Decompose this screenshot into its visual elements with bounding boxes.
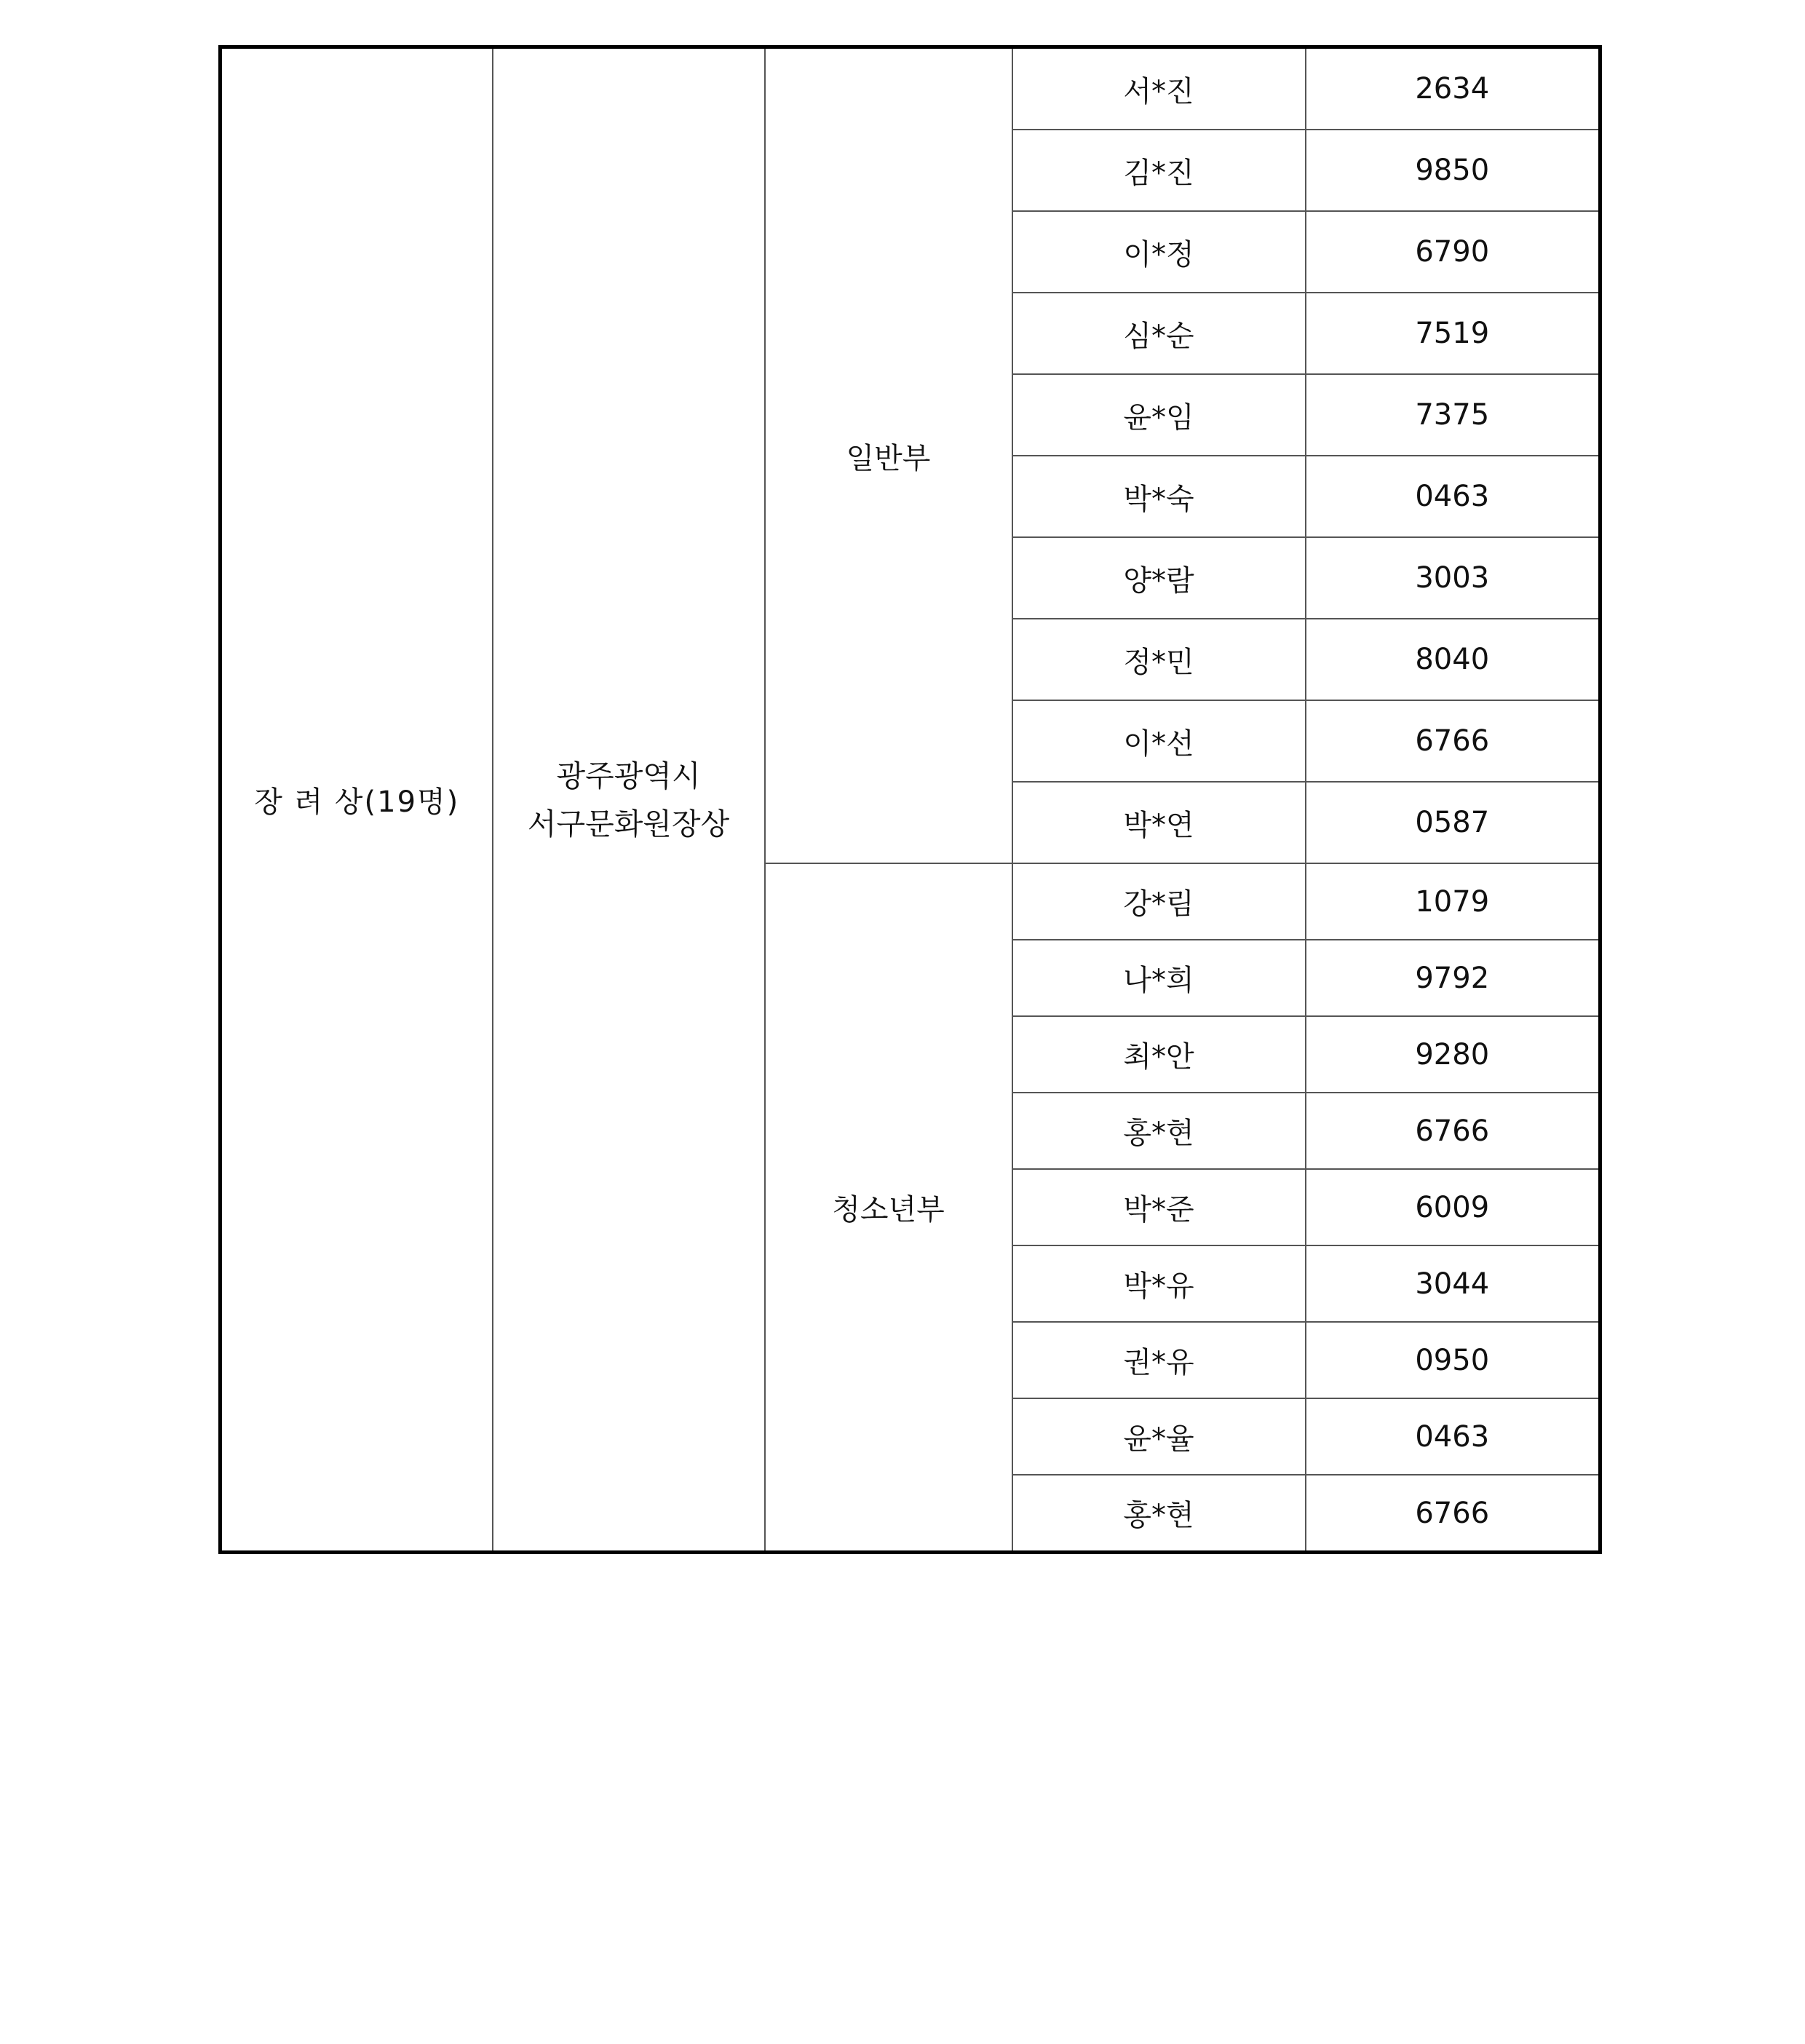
winner-name-cell: 홍*현 — [1012, 1475, 1306, 1553]
winner-name-cell: 이*정 — [1012, 211, 1306, 293]
winner-code-cell: 0587 — [1306, 782, 1600, 863]
winner-code-cell: 3044 — [1306, 1245, 1600, 1322]
winner-name-cell: 서*진 — [1012, 47, 1306, 130]
winner-name-cell: 박*준 — [1012, 1169, 1306, 1245]
winner-name-cell: 박*연 — [1012, 782, 1306, 863]
winner-name-cell: 양*람 — [1012, 537, 1306, 619]
winner-name-cell: 최*안 — [1012, 1016, 1306, 1093]
winner-code-cell: 2634 — [1306, 47, 1600, 130]
winner-code-cell: 7375 — [1306, 374, 1600, 456]
winner-name-cell: 강*림 — [1012, 863, 1306, 940]
winner-code-cell: 0950 — [1306, 1322, 1600, 1398]
winner-name-cell: 박*유 — [1012, 1245, 1306, 1322]
winner-name-cell: 이*선 — [1012, 700, 1306, 782]
organization-cell — [493, 47, 765, 1553]
winner-code-cell: 6009 — [1306, 1169, 1600, 1245]
award-winners-table — [218, 45, 1602, 1554]
winner-name-cell: 권*유 — [1012, 1322, 1306, 1398]
winner-name-cell: 나*희 — [1012, 940, 1306, 1016]
winner-code-cell: 9792 — [1306, 940, 1600, 1016]
winner-code-cell: 6766 — [1306, 1475, 1600, 1553]
winner-code-cell: 9850 — [1306, 130, 1600, 211]
winner-code-cell: 6766 — [1306, 1093, 1600, 1169]
winner-name-cell: 박*숙 — [1012, 456, 1306, 537]
winner-name-cell: 홍*현 — [1012, 1093, 1306, 1169]
winner-code-cell: 0463 — [1306, 456, 1600, 537]
winner-name-cell: 정*민 — [1012, 619, 1306, 700]
winner-code-cell: 0463 — [1306, 1398, 1600, 1475]
winner-code-cell: 1079 — [1306, 863, 1600, 940]
organization-line-1: 광주광역시 — [556, 758, 701, 793]
winner-code-cell: 7519 — [1306, 293, 1600, 374]
winner-name-cell: 심*순 — [1012, 293, 1306, 374]
award-category-cell: 장 려 상(19명) — [221, 47, 493, 1553]
division-general-cell: 일반부 — [765, 47, 1012, 864]
winner-name-cell: 윤*임 — [1012, 374, 1306, 456]
table-row — [221, 47, 1600, 130]
winner-code-cell: 9280 — [1306, 1016, 1600, 1093]
organization-line-2: 서구문화원장상 — [527, 806, 730, 841]
winner-name-cell: 윤*율 — [1012, 1398, 1306, 1475]
winner-code-cell: 6790 — [1306, 211, 1600, 293]
winner-code-cell: 8040 — [1306, 619, 1600, 700]
winner-code-cell: 6766 — [1306, 700, 1600, 782]
division-youth-cell: 청소년부 — [765, 863, 1012, 1553]
winner-name-cell: 김*진 — [1012, 130, 1306, 211]
winner-code-cell: 3003 — [1306, 537, 1600, 619]
